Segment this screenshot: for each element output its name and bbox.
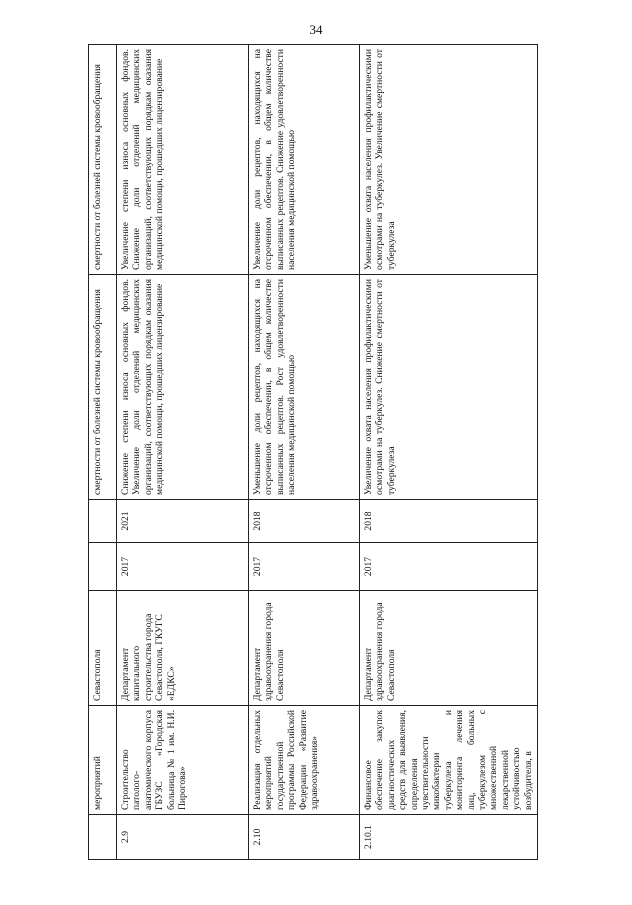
row-start-year: 2017 [249,543,360,591]
table-row [249,45,360,860]
header-row [89,45,117,860]
row-start-year: 2017 [117,543,249,591]
header-end [89,500,117,543]
landscape-sheet [88,45,534,860]
row-consequence: Снижение степени износа основных фондов. Увеличение доли отделений медицинских организаций, соответствующих порядкам оказания медицинской помощи, прошедших лицензирование [117,275,249,500]
row-activity: Реализация отдельных мероприятий государственной программы Российской Федерации «Развитие здравоохранения» [249,706,360,815]
row-end-year: 2018 [360,500,538,543]
row-start-year: 2017 [360,543,538,591]
header-activity: мероприятий [89,706,117,815]
header-before: смертности от болезней системы кровообращения [89,275,117,500]
row-result: Уменьшение охвата населения профилактическими осмотрами на туберкулез. Увеличение смертности от туберкулеза [360,45,538,275]
rotated-table-wrapper [88,45,534,860]
row-end-year: 2021 [117,500,249,543]
row-number: 2.9 [117,815,249,860]
row-result: Увеличение доли рецептов, находящихся на отсроченном обеспечении, в общем количестве выписанных рецептов. Снижение удовлетворенности населения медицинской помощью [249,45,360,275]
row-executor: Департамент капитального строительства города Севастополя, ГКУГС «ЕДКС» [117,591,249,706]
header-executor: Севастополя [89,591,117,706]
table-row [117,45,249,860]
header-after: смертности от болезней системы кровообращения [89,45,117,275]
row-activity: Финансовое обеспечение закупок диагностических средств для выявления, определения чувствительности микобактерии туберкулеза и мониторинга лечения лиц, больных туберкулезом с множественной лекарственной устойчивостью возбудителя, в [360,706,538,815]
row-consequence: Уменьшение доли рецептов, находящихся на отсроченном обеспечении, в общем количестве выписанных рецептов. Рост удовлетворенности населения медицинской помощью [249,275,360,500]
row-consequence: Увеличение охвата населения профилактическими осмотрами на туберкулез. Снижение смертности от туберкулеза [360,275,538,500]
measures-table [88,44,538,860]
row-activity: Строительство патолого-анатомического корпуса ГБУЗС «Городская больница № 1 им. Н.И. Пирогова» [117,706,249,815]
row-number: 2.10.1 [360,815,538,860]
header-num [89,815,117,860]
row-number: 2.10 [249,815,360,860]
row-end-year: 2018 [249,500,360,543]
row-result: Увеличение степени износа основных фондов. Снижение доли отделений медицинских организаций, соответствующих порядкам оказания медицинской помощи, прошедших лицензирование [117,45,249,275]
table-row [360,45,538,860]
page-number: 34 [309,22,323,37]
row-executor: Департамент здравоохранения города Севастополя [360,591,538,706]
header-start [89,543,117,591]
row-executor: Департамент здравоохранения города Севастополя [249,591,360,706]
